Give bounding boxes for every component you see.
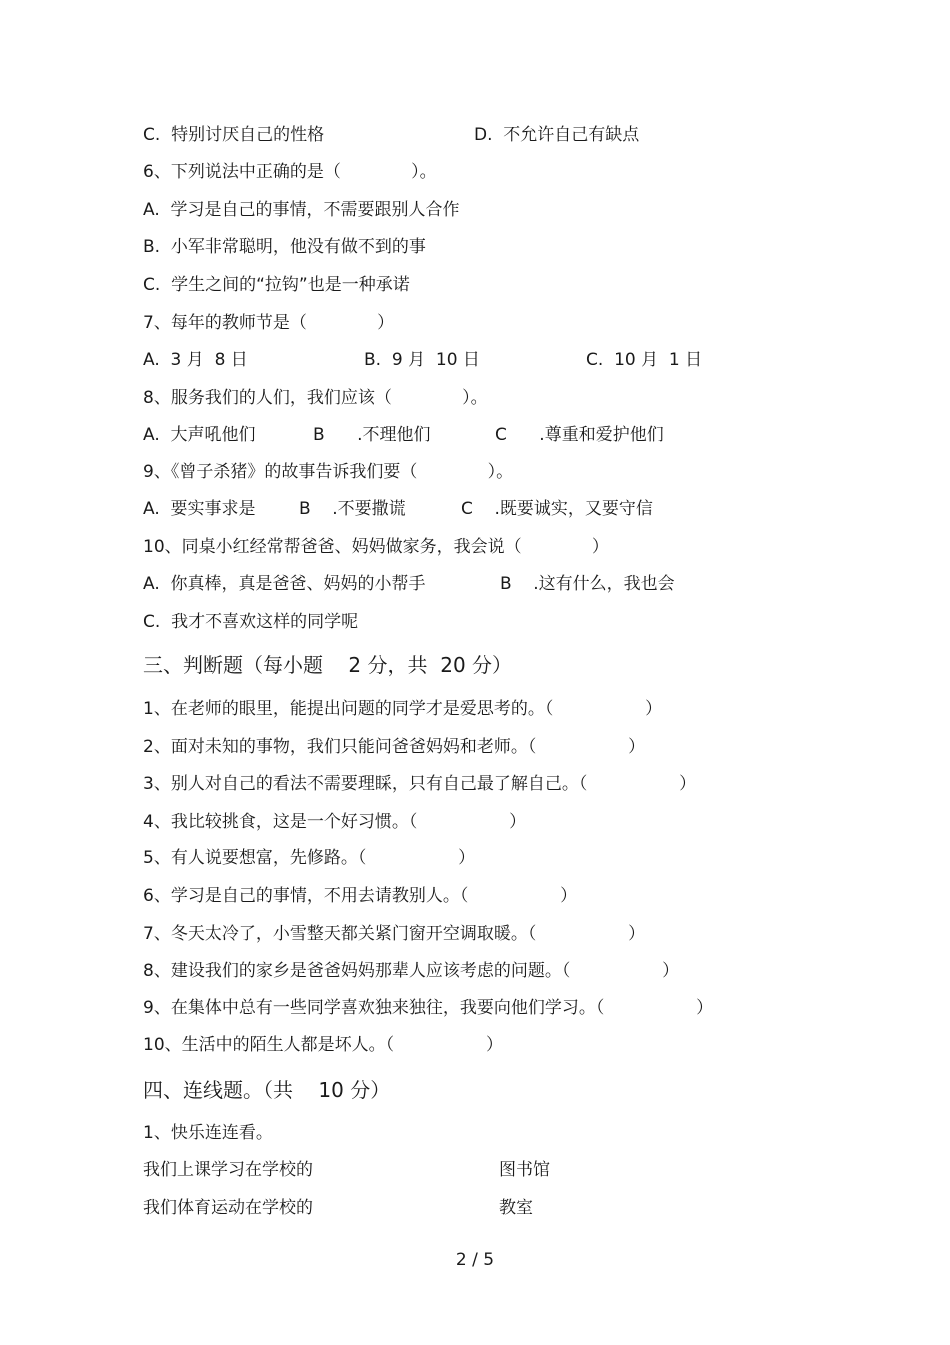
- q6-stem: 6、下列说法中正确的是（ ）。: [143, 162, 437, 182]
- match-question-1: 1、快乐连连看。: [143, 1123, 273, 1143]
- q8-option-b: B .不理他们: [313, 425, 431, 445]
- q6-option-c: C. 学生之间的“拉钩”也是一种承诺: [143, 275, 410, 295]
- section3-title: 三、判断题（每小题 2 分，共 20 分）: [143, 653, 513, 677]
- q5-option-c: C. 特别讨厌自己的性格: [143, 125, 325, 145]
- match-left-1: 我们上课学习在学校的: [143, 1160, 313, 1180]
- q8-option-a: A. 大声吼他们: [143, 425, 256, 445]
- judge-item-9: 9、在集体中总有一些同学喜欢独来独往，我要向他们学习。（ ）: [143, 998, 714, 1018]
- judge-item-8: 8、建设我们的家乡是爸爸妈妈那辈人应该考虑的问题。（ ）: [143, 961, 680, 981]
- q8-option-c: C .尊重和爱护他们: [495, 425, 664, 445]
- judge-item-6: 6、学习是自己的事情，不用去请教别人。（ ）: [143, 886, 578, 906]
- match-left-2: 我们体育运动在学校的: [143, 1198, 313, 1218]
- match-right-1: 图书馆: [499, 1160, 550, 1180]
- section4-title: 四、连线题。（共 10 分）: [143, 1078, 391, 1102]
- judge-item-4: 4、我比较挑食，这是一个好习惯。（ ）: [143, 812, 527, 832]
- q7-option-a: A. 3 月 8 日: [143, 350, 248, 370]
- q10-stem: 10、同桌小红经常帮爸爸、妈妈做家务，我会说（ ）: [143, 537, 609, 557]
- judge-item-3: 3、别人对自己的看法不需要理睬，只有自己最了解自己。（ ）: [143, 774, 697, 794]
- page-number: 2 / 5: [455, 1250, 495, 1270]
- q5-option-d: D. 不允许自己有缺点: [474, 125, 640, 145]
- judge-item-1: 1、在老师的眼里，能提出问题的同学才是爱思考的。（ ）: [143, 699, 663, 719]
- judge-item-2: 2、面对未知的事物，我们只能问爸爸妈妈和老师。（ ）: [143, 737, 646, 757]
- match-right-2: 教室: [499, 1198, 533, 1218]
- q9-option-c: C .既要诚实，又要守信: [461, 499, 653, 519]
- q7-stem: 7、每年的教师节是（ ）: [143, 313, 395, 333]
- q8-stem: 8、服务我们的人们，我们应该（ ）。: [143, 388, 488, 408]
- q9-option-b: B .不要撒谎: [299, 499, 406, 519]
- judge-item-5: 5、有人说要想富，先修路。（ ）: [143, 848, 476, 868]
- q9-stem: 9、《曾子杀猪》的故事告诉我们要（ ）。: [143, 462, 514, 482]
- q7-option-c: C. 10 月 1 日: [586, 350, 703, 370]
- q7-option-b: B. 9 月 10 日: [364, 350, 480, 370]
- q6-option-b: B. 小军非常聪明，他没有做不到的事: [143, 237, 426, 257]
- judge-item-7: 7、冬天太冷了，小雪整天都关紧门窗开空调取暖。（ ）: [143, 924, 646, 944]
- q10-option-c: C. 我才不喜欢这样的同学呢: [143, 612, 359, 632]
- q6-option-a: A. 学习是自己的事情，不需要跟别人合作: [143, 200, 460, 220]
- q9-option-a: A. 要实事求是: [143, 499, 256, 519]
- q10-option-b: B .这有什么，我也会: [500, 574, 675, 594]
- q10-option-a: A. 你真棒，真是爸爸、妈妈的小帮手: [143, 574, 426, 594]
- judge-item-10: 10、生活中的陌生人都是坏人。（ ）: [143, 1035, 503, 1055]
